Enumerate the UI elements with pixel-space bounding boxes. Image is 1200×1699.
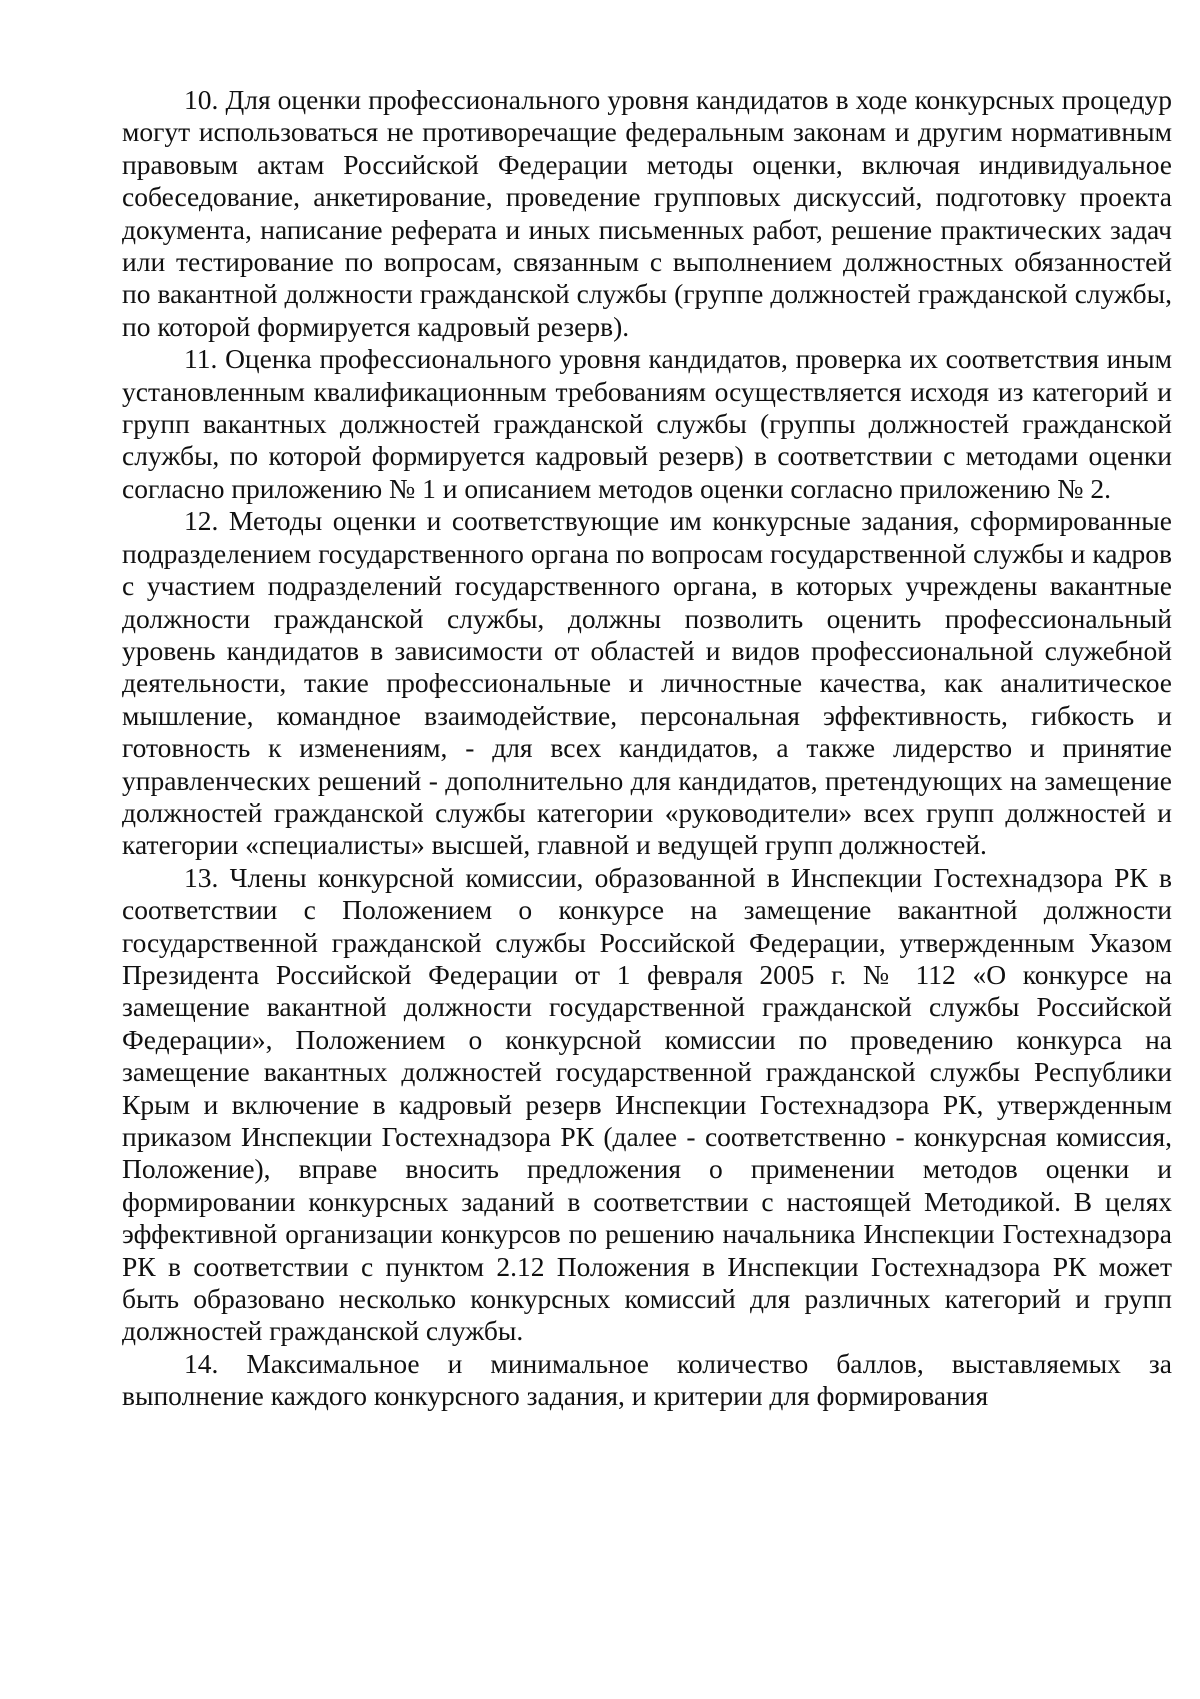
- document-body: [122, 84, 1172, 1413]
- paragraph-13: 13. Члены конкурсной комиссии, образованной в Инспекции Гостехнадзора РК в соответствии с Положением о конкурсе на замещение вакантной должности государственной гражданской службы Российской Федерации, утвержденным Указом Президента Российской Федерации от 1 февраля 2005 г. № 112 «О конкурсе на замещение вакантной должности государственной гражданской службы Российской Федерации», Положением о конкурсной комиссии по проведению конкурса на замещение вакантных должностей государственной гражданской службы Республики Крым и включение в кадровый резерв Инспекции Гостехнадзора РК, утвержденным приказом Инспекции Гостехнадзора РК (далее - соответственно - конкурсная комиссия, Положение), вправе вносить предложения о применении методов оценки и формировании конкурсных заданий в соответствии с настоящей Методикой. В целях эффективной организации конкурсов по решению начальника Инспекции Гостехнадзора РК в соответствии с пунктом 2.12 Положения в Инспекции Гостехнадзора РК может быть образовано несколько конкурсных комиссий для различных категорий и групп должностей гражданской службы.: [122, 861, 1172, 1347]
- paragraph-11: 11. Оценка профессионального уровня кандидатов, проверка их соответствия иным установленным квалификационным требованиям осуществляется исходя из категорий и групп вакантных должностей гражданской службы (группы должностей гражданской службы, по которой формируется кадровый резерв) в соответствии с методами оценки согласно приложению № 1 и описанием методов оценки согласно приложению № 2.: [122, 343, 1172, 504]
- paragraph-14: 14. Максимальное и минимальное количество баллов, выставляемых за выполнение каждого конкурсного задания, и критерии для формирования: [122, 1347, 1172, 1412]
- paragraph-10: 10. Для оценки профессионального уровня кандидатов в ходе конкурсных процедур могут использоваться не противоречащие федеральным законам и другим нормативным правовым актам Российской Федерации методы оценки, включая индивидуальное собеседование, анкетирование, проведение групповых дискуссий, подготовку проекта документа, написание реферата и иных письменных работ, решение практических задач или тестирование по вопросам, связанным с выполнением должностных обязанностей по вакантной должности гражданской службы (группе должностей гражданской службы, по которой формируется кадровый резерв).: [122, 84, 1172, 342]
- paragraph-12: 12. Методы оценки и соответствующие им конкурсные задания, сформированные подразделением государственного органа по вопросам государственной службы и кадров с участием подразделений государственного органа, в которых учреждены вакантные должности гражданской службы, должны позволить оценить профессиональный уровень кандидатов в зависимости от областей и видов профессиональной служебной деятельности, такие профессиональные и личностные качества, как аналитическое мышление, командное взаимодействие, персональная эффективность, гибкость и готовность к изменениям, - для всех кандидатов, а также лидерство и принятие управленческих решений - дополнительно для кандидатов, претендующих на замещение должностей гражданской службы категории «руководители» всех групп должностей и категории «специалисты» высшей, главной и ведущей групп должностей.: [122, 505, 1172, 861]
